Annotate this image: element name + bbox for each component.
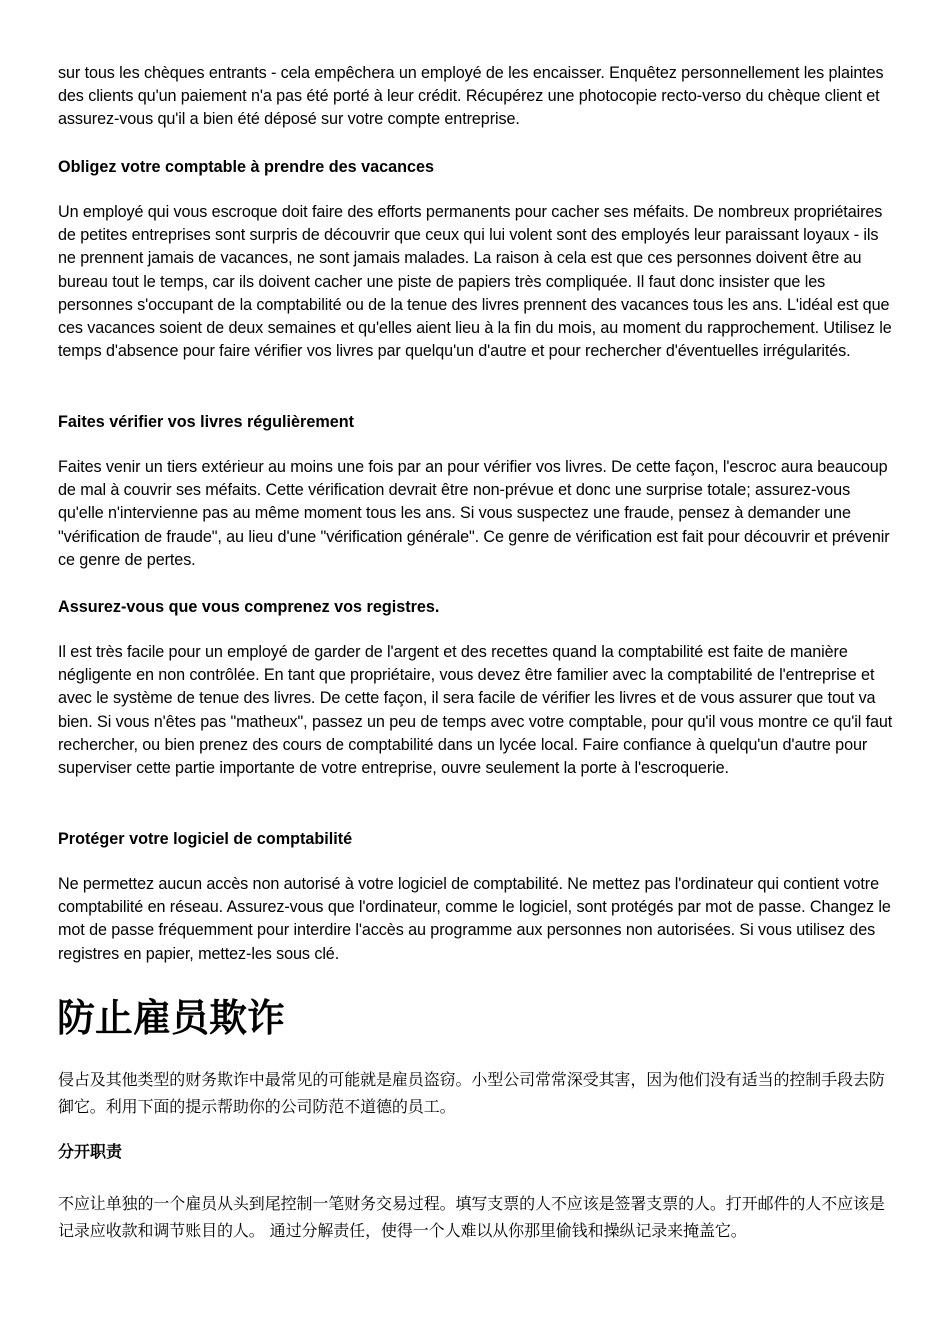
chinese-intro-paragraph: 侵占及其他类型的财务欺诈中最常见的可能就是雇员盗窃。小型公司常常深受其害，因为他们没有适当的控制手段去防御它。利用下面的提示帮助你的公司防范不道德的员工。 (58, 1070, 885, 1116)
chinese-section-body: 不应让单独的一个雇员从头到尾控制一笔财务交易过程。填写支票的人不应该是签署支票的人。打开邮件的人不应该是记录应收款和调节账目的人。 通过分解责任，使得一个人难以从你那里偷钱和操纵记录来掩盖它。 (58, 1194, 885, 1240)
section-body-verify-books: Faites venir un tiers extérieur au moins une fois par an pour vérifier vos livres. De cette façon, l'escroc aura beaucoup de mal à couvrir ses méfaits. Cette vérification devrait être non-prévue et donc une surprise totale; assurez-vous qu'elle n'intervienne pas au même moment tous les ans. Si vous suspectez une fraude, pensez à demander une "vérification de fraude", au lieu d'une "vérification générale". Ce genre de vérification est fait pour découvrir et prévenir ce genre de pertes. (58, 458, 890, 569)
section-body-vacations: Un employé qui vous escroque doit faire des efforts permanents pour cacher ses méfaits. De nombreux propriétaires de petites entreprises sont surpris de découvrir que ceux qui lui volent sont des employés leur paraissant loyaux - ils ne prennent jamais de vacances, ne sont jamais malades. La raison à cela est que ces personnes doivent être au bureau tout le temps, car ils doivent cacher une piste de papiers très compliquée. Il faut donc insister que les personnes s'occupant de la comptabilité ou de la tenue des livres prennent des vacances tous les ans. L'idéal est que ces vacances soient de deux semaines et qu'elles aient lieu à la fin du mois, au moment du rapprochement. Utilisez le temps d'absence pour faire vérifier vos livres par quelqu'un d'autre et pour rechercher d'éventuelles irrégularités. (58, 203, 892, 361)
section-heading-verify-books: Faites vérifier vos livres régulièrement (58, 413, 355, 431)
chinese-page-title: 防止雇员欺诈 (57, 996, 286, 1040)
section-heading-vacations: Obligez votre comptable à prendre des vacances (58, 158, 435, 176)
chinese-section-heading: 分开职责 (58, 1142, 123, 1161)
intro-paragraph: sur tous les chèques entrants - cela empêchera un employé de les encaisser. Enquêtez personnellement les plaintes des clients qu'un paiement n'a pas été porté à leur crédit. Récupérez une photocopie recto-verso du chèque client et assurez-vous qu'il a bien été déposé sur votre compte entreprise. (58, 64, 884, 129)
section-heading-protect-software: Protéger votre logiciel de comptabilité (58, 830, 353, 848)
section-body-understand-records: Il est très facile pour un employé de garder de l'argent et des recettes quand la comptabilité est faite de manière négligente en non contrôlée. En tant que propriétaire, vous devez être familier avec la comptabilité de l'entreprise et avec le système de tenue des livres. De cette façon, il sera facile de vérifier les livres et de vous assurer que tout va bien. Si vous n'êtes pas "matheux", passez un peu de temps avec votre comptable, pour qu'il vous montre ce qu'il faut rechercher, ou bien prenez des cours de comptabilité dans un lycée local. Faire confiance à quelqu'un d'autre pour superviser cette partie importante de votre entreprise, ouvre seulement la porte à l'escroquerie. (58, 643, 893, 778)
section-heading-understand-records: Assurez-vous que vous comprenez vos registres. (58, 598, 440, 616)
section-body-protect-software: Ne permettez aucun accès non autorisé à votre logiciel de comptabilité. Ne mettez pas l'ordinateur qui contient votre comptabilité en réseau. Assurez-vous que l'ordinateur, comme le logiciel, sont protégés par mot de passe. Changez le mot de passe fréquemment pour interdire l'accès au programme aux personnes non autorisées. Si vous utilisez des registres en papier, mettez-les sous clé. (58, 875, 891, 963)
